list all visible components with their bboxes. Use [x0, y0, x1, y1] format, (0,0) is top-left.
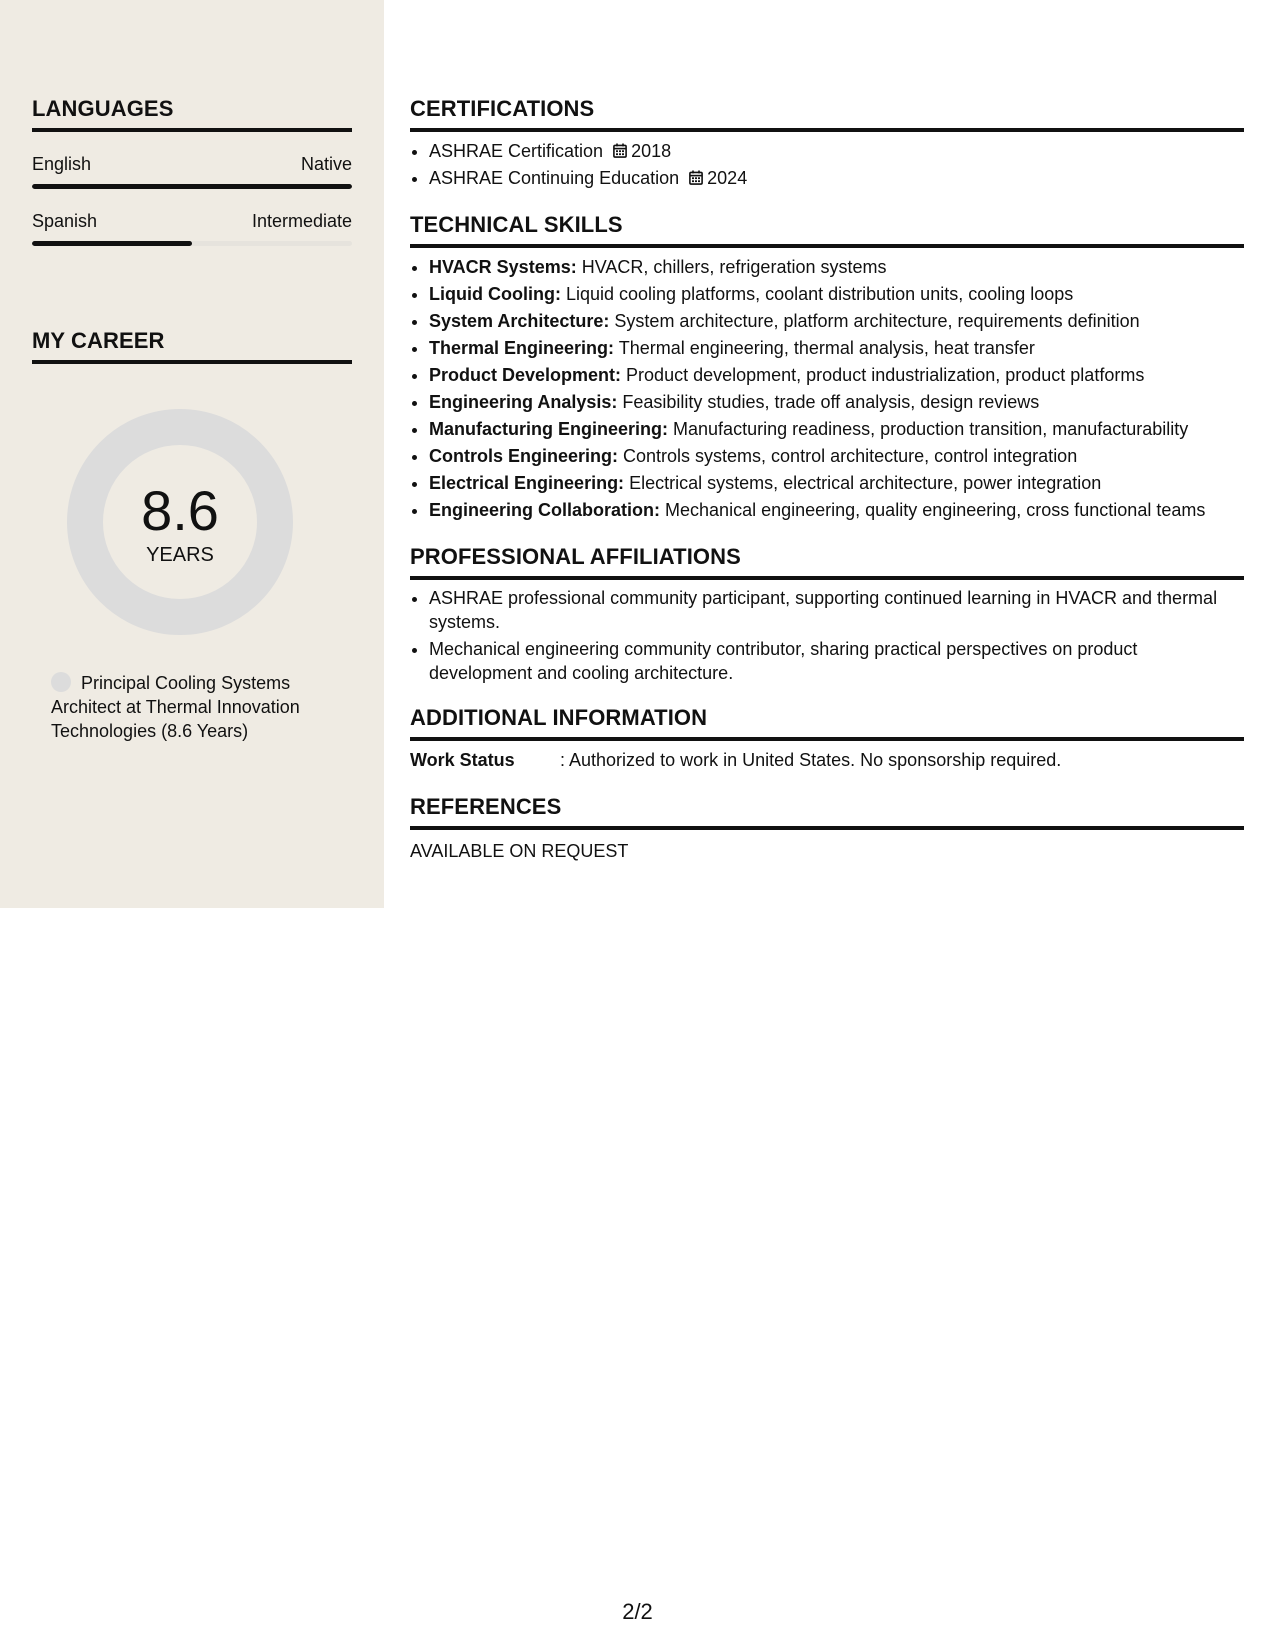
skill-item [429, 335, 1244, 362]
references-title: REFERENCES [410, 794, 562, 819]
page-number: 2/2 [622, 1599, 653, 1624]
career-section [32, 326, 352, 743]
certification-item [429, 165, 1244, 192]
skill-item [429, 389, 1244, 416]
language-item-english [32, 152, 352, 189]
skill-category: Engineering Analysis: [429, 392, 618, 412]
skill-category: Engineering Collaboration: [429, 500, 661, 520]
language-proficiency-bar [32, 241, 352, 246]
skill-details: Product development, product industrialization, product platforms [626, 365, 1145, 385]
affiliations-title: PROFESSIONAL AFFILIATIONS [410, 544, 741, 569]
affiliation-item: • Mechanical engineering community contributor, sharing practical perspectives on product development and cooling architecture. [429, 637, 1244, 685]
skill-details: System architecture, platform architecture, requirements definition [614, 311, 1140, 331]
certifications-title: CERTIFICATIONS [410, 96, 595, 121]
additional-info-title: ADDITIONAL INFORMATION [410, 705, 708, 730]
certification-year: 2018 [631, 141, 672, 161]
skill-item [429, 308, 1244, 335]
skill-details: Liquid cooling platforms, coolant distribution units, cooling loops [565, 284, 1074, 304]
sidebar-content [32, 94, 352, 743]
main-content [410, 94, 1244, 883]
languages-section [32, 94, 352, 246]
language-item-spanish [32, 209, 352, 246]
section-divider [32, 360, 352, 364]
references-text: AVAILABLE ON REQUEST [410, 841, 629, 861]
certification-date [689, 168, 747, 188]
career-legend-dot [51, 672, 71, 692]
skill-item [429, 443, 1244, 470]
languages-title: LANGUAGES [32, 96, 174, 121]
skill-category: Thermal Engineering: [429, 338, 615, 358]
skill-details: Thermal engineering, thermal analysis, heat transfer [618, 338, 1035, 358]
section-divider [410, 576, 1244, 580]
career-years-donut [67, 409, 293, 635]
certification-date [613, 141, 671, 161]
career-title: MY CAREER [32, 328, 165, 353]
language-proficiency-fill [32, 184, 352, 189]
skill-item [429, 416, 1244, 443]
technical-skills-title: TECHNICAL SKILLS [410, 212, 623, 237]
skill-category: Manufacturing Engineering: [429, 419, 669, 439]
skill-details: Controls systems, control architecture, control integration [623, 446, 1078, 466]
certification-name: ASHRAE Certification [429, 141, 604, 161]
calendar-icon [689, 170, 703, 185]
references-section [410, 792, 1244, 865]
technical-skills-section [410, 210, 1244, 524]
language-level: Intermediate [251, 211, 352, 231]
skill-item [429, 281, 1244, 308]
skill-item [429, 254, 1244, 281]
language-proficiency-bar [32, 184, 352, 189]
certification-name: ASHRAE Continuing Education [429, 168, 680, 188]
section-divider [410, 128, 1244, 132]
career-years-value: 8.6 [141, 479, 219, 542]
certification-year: 2024 [707, 168, 748, 188]
skill-category: Controls Engineering: [429, 446, 618, 466]
skill-item [429, 497, 1244, 524]
affiliations-section [410, 542, 1244, 685]
work-status-row [410, 747, 1244, 774]
affiliation-item: • ASHRAE professional community participant, supporting continued learning in HVACR and thermal systems. [429, 586, 1244, 634]
section-divider [410, 737, 1244, 741]
skill-category: Liquid Cooling: [429, 284, 561, 304]
career-position [51, 671, 331, 743]
language-name: Spanish [32, 211, 98, 231]
career-years-unit: YEARS [146, 544, 214, 566]
section-divider [410, 244, 1244, 248]
skill-item [429, 362, 1244, 389]
career-position-text: Principal Cooling Systems Architect at Thermal Innovation Technologies (8.6 Years) [51, 673, 300, 741]
skill-details: Electrical systems, electrical architecture, power integration [629, 473, 1102, 493]
work-status-value: : Authorized to work in United States. No sponsorship required. [560, 750, 1062, 770]
certifications-section [410, 94, 1244, 192]
additional-info-section [410, 703, 1244, 774]
skill-details: Manufacturing readiness, production transition, manufacturability [673, 419, 1189, 439]
language-level: Native [300, 154, 352, 174]
work-status-label: Work Status [410, 750, 515, 770]
certification-item [429, 138, 1244, 165]
skill-category: System Architecture: [429, 311, 610, 331]
skill-item [429, 470, 1244, 497]
language-name: English [32, 154, 92, 174]
skill-category: Electrical Engineering: [429, 473, 625, 493]
skill-details: Feasibility studies, trade off analysis, design reviews [622, 392, 1040, 412]
language-proficiency-fill [32, 241, 192, 246]
calendar-icon [613, 143, 627, 158]
skill-category: Product Development: [429, 365, 622, 385]
skill-category: HVACR Systems: [429, 257, 577, 277]
affiliations-list [410, 586, 1244, 685]
sidebar [0, 0, 384, 908]
section-divider [410, 826, 1244, 830]
skill-details: Mechanical engineering, quality engineering, cross functional teams [665, 500, 1206, 520]
section-divider [32, 128, 352, 132]
skill-details: HVACR, chillers, refrigeration systems [581, 257, 887, 277]
certifications-list [410, 138, 1244, 192]
technical-skills-list [410, 254, 1244, 524]
